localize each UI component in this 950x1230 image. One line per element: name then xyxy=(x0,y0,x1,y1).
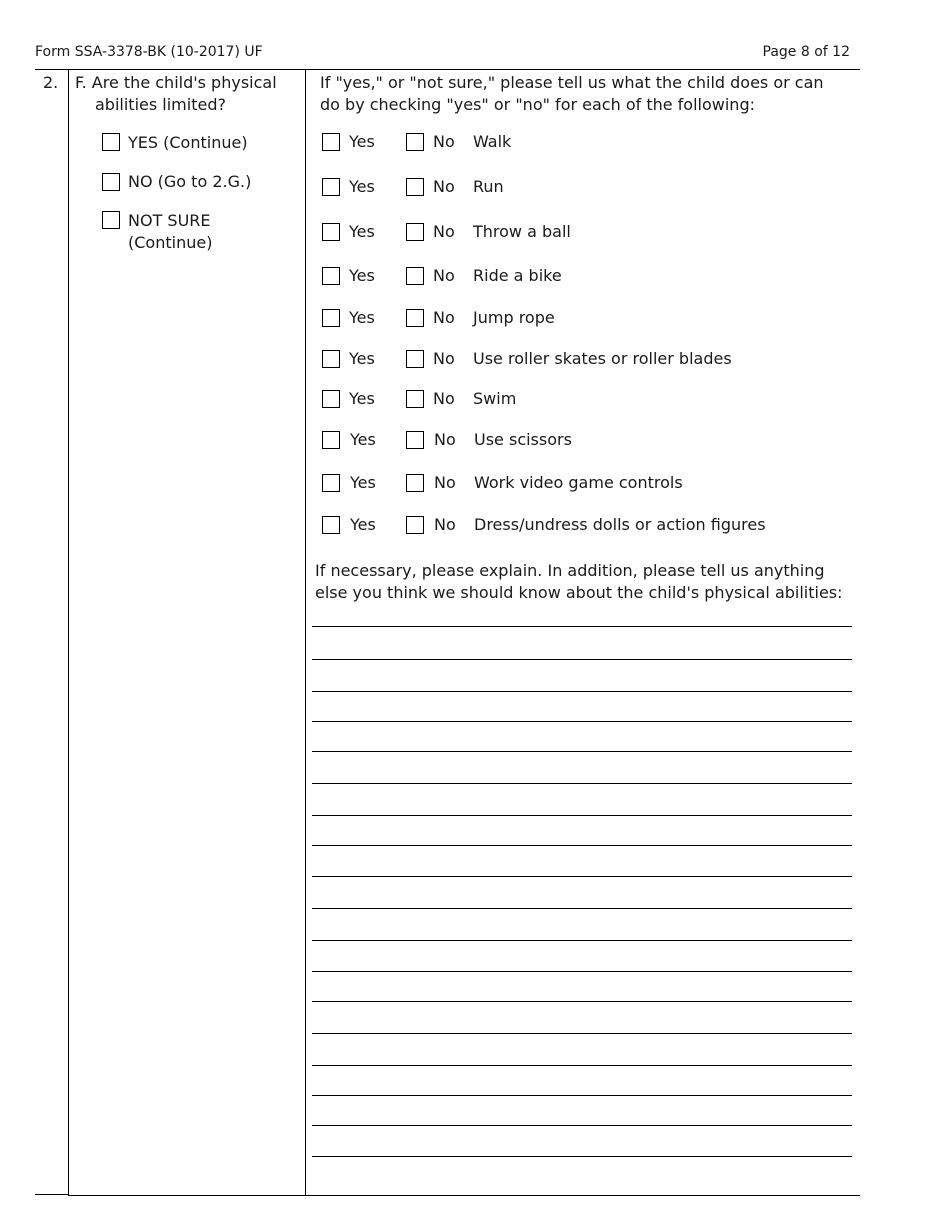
yes-checkbox[interactable] xyxy=(322,223,340,241)
option-label: NO (Go to 2.G.) xyxy=(128,172,252,191)
intro-text-line1: If "yes," or "not sure," please tell us what the child does or can xyxy=(320,73,824,92)
yes-label: Yes xyxy=(349,266,375,285)
activity-label: Ride a bike xyxy=(473,266,562,285)
yes-label: Yes xyxy=(350,473,376,492)
no-checkbox[interactable] xyxy=(406,267,424,285)
question-text-line1: F. Are the child's physical xyxy=(75,73,277,92)
explain-text-line2: else you think we should know about the child's physical abilities: xyxy=(315,583,843,602)
yes-label: Yes xyxy=(350,430,376,449)
option-label-continued: (Continue) xyxy=(128,233,213,252)
activity-label: Throw a ball xyxy=(473,222,571,241)
writing-line xyxy=(312,1001,852,1002)
yes-label: Yes xyxy=(349,222,375,241)
writing-line xyxy=(312,1156,852,1157)
section-number: 2. xyxy=(43,73,59,92)
option-label: NOT SURE xyxy=(128,211,211,230)
no-checkbox[interactable] xyxy=(406,223,424,241)
writing-line xyxy=(312,908,852,909)
yes-label: Yes xyxy=(349,349,375,368)
writing-line xyxy=(312,721,852,722)
activity-label: Run xyxy=(473,177,504,196)
writing-line xyxy=(312,971,852,972)
yes-checkbox[interactable] xyxy=(322,390,340,408)
no-label: No xyxy=(433,266,455,285)
no-label: No xyxy=(433,222,455,241)
writing-line xyxy=(312,691,852,692)
writing-line xyxy=(312,1125,852,1126)
writing-line xyxy=(312,659,852,660)
yes-label: Yes xyxy=(349,132,375,151)
yes-label: Yes xyxy=(349,308,375,327)
activity-label: Use roller skates or roller blades xyxy=(473,349,732,368)
no-label: No xyxy=(433,132,455,151)
no-checkbox[interactable] xyxy=(406,178,424,196)
left-column-divider xyxy=(68,69,69,1196)
yes-label: Yes xyxy=(349,177,375,196)
no-label: No xyxy=(433,177,455,196)
no-label: No xyxy=(433,308,455,327)
yes-checkbox[interactable] xyxy=(322,474,340,492)
no-checkbox[interactable] xyxy=(406,309,424,327)
yes-label: Yes xyxy=(349,389,375,408)
no-label: No xyxy=(434,430,456,449)
writing-line xyxy=(312,1033,852,1034)
yes-checkbox[interactable] xyxy=(322,267,340,285)
activity-label: Dress/undress dolls or action figures xyxy=(474,515,766,534)
yes-continue-checkbox[interactable] xyxy=(102,133,120,151)
top-rule xyxy=(35,69,860,70)
writing-line xyxy=(312,845,852,846)
no-checkbox[interactable] xyxy=(406,474,424,492)
no-goto-2g-checkbox[interactable] xyxy=(102,173,120,191)
activity-label: Swim xyxy=(473,389,517,408)
no-label: No xyxy=(434,515,456,534)
activity-label: Walk xyxy=(473,132,512,151)
yes-checkbox[interactable] xyxy=(322,516,340,534)
form-id: Form SSA-3378-BK (10-2017) UF xyxy=(35,44,263,60)
writing-line xyxy=(312,876,852,877)
yes-checkbox[interactable] xyxy=(322,178,340,196)
no-checkbox[interactable] xyxy=(406,516,424,534)
bottom-rule-left xyxy=(35,1194,68,1195)
no-label: No xyxy=(433,349,455,368)
writing-line xyxy=(312,1095,852,1096)
no-checkbox[interactable] xyxy=(406,390,424,408)
writing-line xyxy=(312,815,852,816)
explain-text-line1: If necessary, please explain. In addition, please tell us anything xyxy=(315,561,825,580)
intro-text-line2: do by checking "yes" or "no" for each of the following: xyxy=(320,95,755,114)
writing-line xyxy=(312,626,852,627)
yes-checkbox[interactable] xyxy=(322,431,340,449)
page-number: Page 8 of 12 xyxy=(762,44,850,60)
middle-column-divider xyxy=(305,69,306,1196)
no-checkbox[interactable] xyxy=(406,133,424,151)
activity-label: Use scissors xyxy=(474,430,572,449)
yes-label: Yes xyxy=(350,515,376,534)
writing-line xyxy=(312,783,852,784)
writing-line xyxy=(312,940,852,941)
activity-label: Work video game controls xyxy=(474,473,683,492)
not-sure-checkbox[interactable] xyxy=(102,211,120,229)
no-checkbox[interactable] xyxy=(406,431,424,449)
question-text-line2: abilities limited? xyxy=(95,95,226,114)
no-label: No xyxy=(433,389,455,408)
bottom-rule xyxy=(68,1195,860,1196)
writing-line xyxy=(312,1065,852,1066)
option-label: YES (Continue) xyxy=(128,133,248,152)
activity-label: Jump rope xyxy=(473,308,555,327)
writing-line xyxy=(312,751,852,752)
yes-checkbox[interactable] xyxy=(322,350,340,368)
yes-checkbox[interactable] xyxy=(322,133,340,151)
no-label: No xyxy=(434,473,456,492)
yes-checkbox[interactable] xyxy=(322,309,340,327)
no-checkbox[interactable] xyxy=(406,350,424,368)
